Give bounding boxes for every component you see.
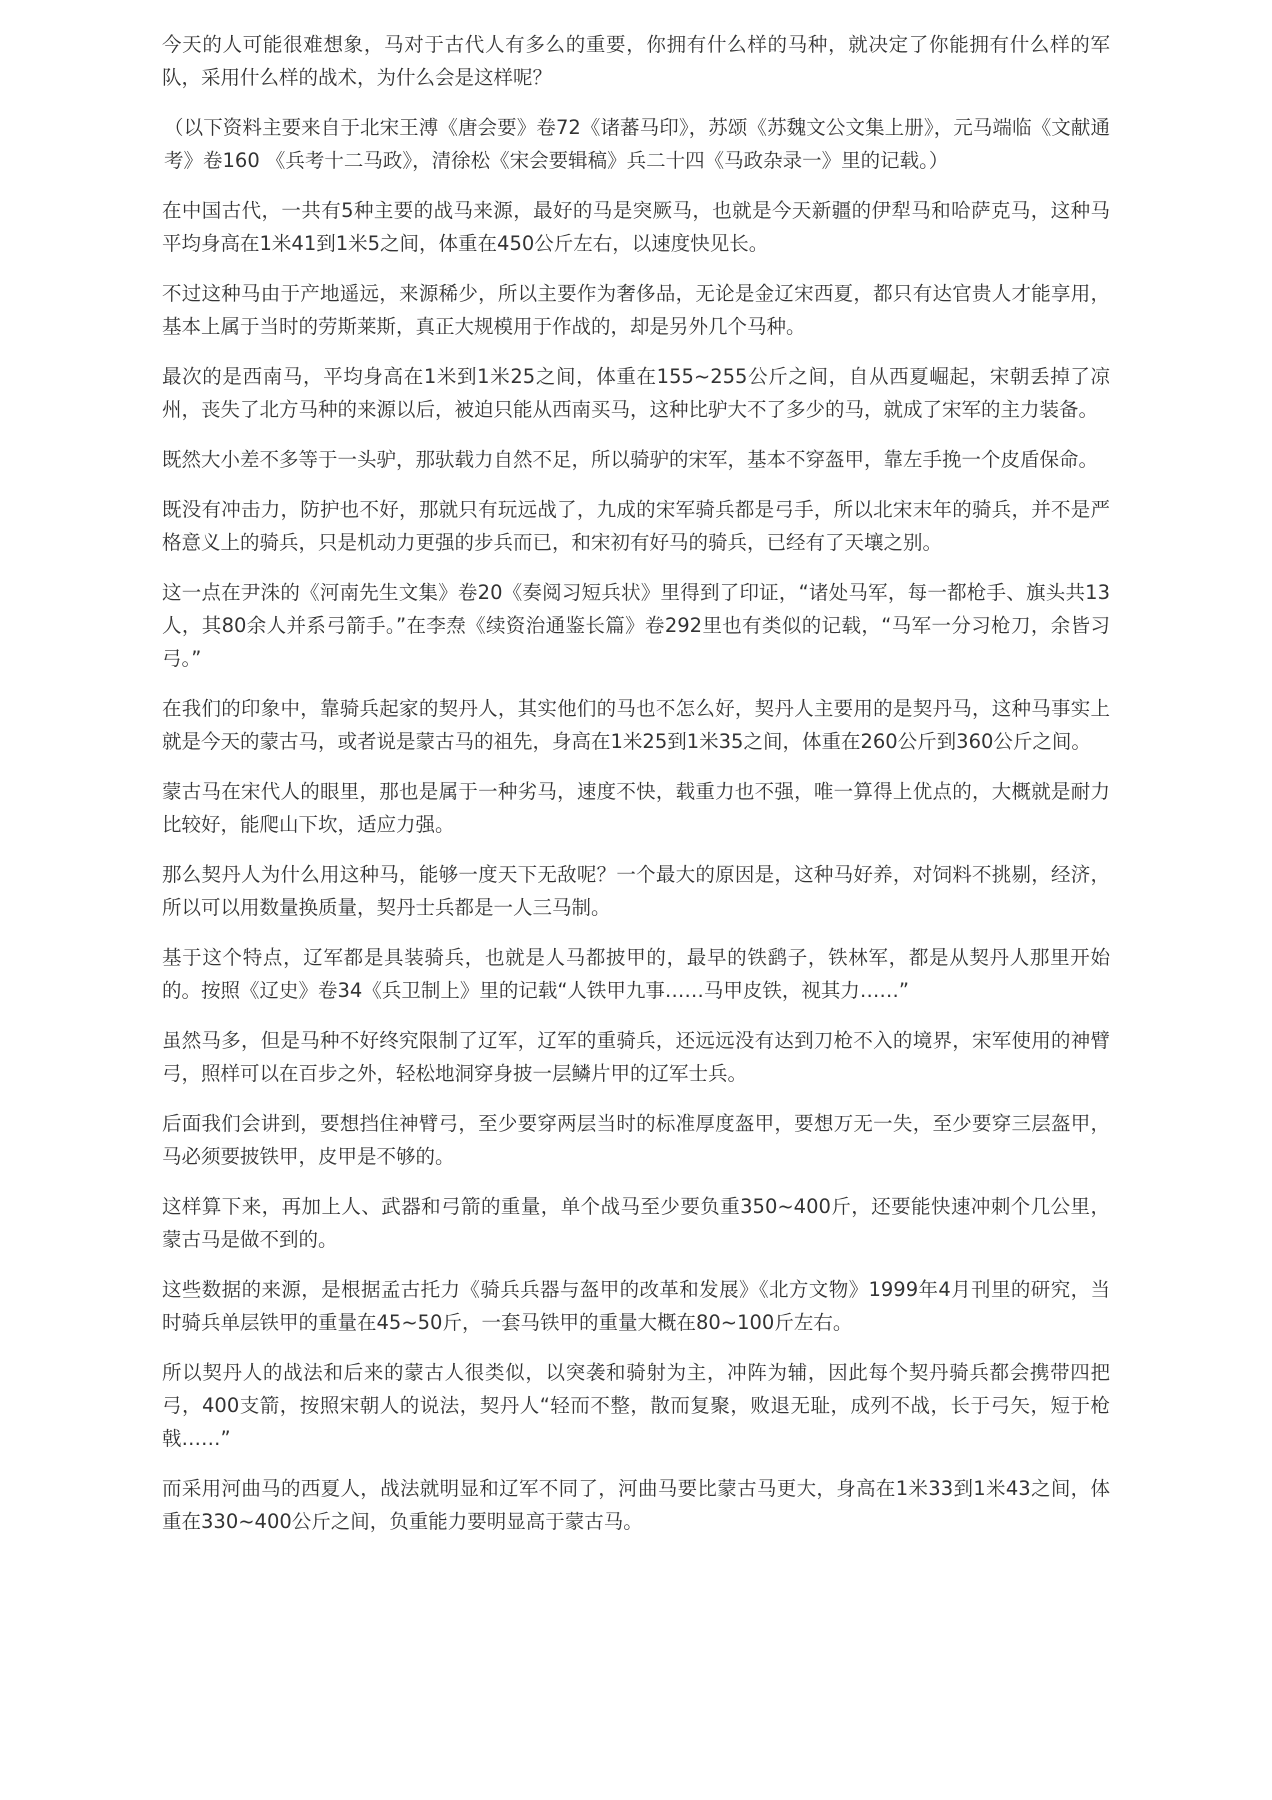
paragraph-khitan-horse: 在我们的印象中，靠骑兵起家的契丹人，其实他们的马也不怎么好，契丹人主要用的是契丹马，这种马事实上就是今天的蒙古马，或者说是蒙古马的祖先，身高在1米25到1米35之间，体重在260公斤到360公斤之间。: [162, 697, 1110, 753]
paragraph-armor-layers: 后面我们会讲到，要想挡住神臂弓，至少要穿两层当时的标准厚度盔甲，要想万无一失，至少要穿三层盔甲，马必须要披铁甲，皮甲是不够的。: [162, 1112, 1110, 1168]
paragraph-xixia-horse: 而采用河曲马的西夏人，战法就明显和辽军不同了，河曲马要比蒙古马更大，身高在1米33到1米43之间，体重在330~400公斤之间，负重能力要明显高于蒙古马。: [162, 1477, 1110, 1533]
paragraph-intro: 今天的人可能很难想象，马对于古代人有多么的重要，你拥有什么样的马种，就决定了你能拥有什么样的军队，采用什么样的战术，为什么会是这样呢？: [162, 33, 1110, 89]
paragraph-limits: 虽然马多，但是马种不好终究限制了辽军，辽军的重骑兵，还远远没有达到刀枪不入的境界，宋军使用的神臂弓，照样可以在百步之外，轻松地洞穿身披一层鳞片甲的辽军士兵。: [162, 1029, 1110, 1085]
paragraph-turkic-horse: 在中国古代，一共有5种主要的战马来源，最好的马是突厥马，也就是今天新疆的伊犁马和哈萨克马，这种马平均身高在1米41到1米5之间，体重在450公斤左右，以速度快见长。: [162, 199, 1110, 255]
paragraph-luxury: 不过这种马由于产地遥远，来源稀少，所以主要作为奢侈品，无论是金辽宋西夏，都只有达官贵人才能享用，基本上属于当时的劳斯莱斯，真正大规模用于作战的，却是另外几个马种。: [162, 282, 1110, 338]
paragraph-mongol-horse: 蒙古马在宋代人的眼里，那也是属于一种劣马，速度不快，载重力也不强，唯一算得上优点的，大概就是耐力比较好，能爬山下坎，适应力强。: [162, 780, 1110, 836]
paragraph-armored-cavalry: 基于这个特点，辽军都是具装骑兵，也就是人马都披甲的，最早的铁鹞子，铁林军，都是从契丹人那里开始的。按照《辽史》卷34《兵卫制上》里的记载“人铁甲九事……马甲皮铁，视其力……”: [162, 946, 1110, 1002]
paragraph-donkey-size: 既然大小差不多等于一头驴，那驮载力自然不足，所以骑驴的宋军，基本不穿盔甲，靠左手挽一个皮盾保命。: [162, 448, 1099, 471]
paragraph-sources-note: （以下资料主要来自于北宋王溥《唐会要》卷72《诸蕃马印》，苏颂《苏魏文公文集上册》，元马端临《文献通考》卷160 《兵考十二马政》，清徐松《宋会要辑稿》兵二十四《马政杂录一》里的记载。）: [164, 116, 1110, 172]
paragraph-ranged-combat: 既没有冲击力，防护也不好，那就只有玩远战了，九成的宋军骑兵都是弓手，所以北宋末年的骑兵，并不是严格意义上的骑兵，只是机动力更强的步兵而已，和宋初有好马的骑兵，已经有了天壤之别。: [162, 498, 1110, 554]
paragraph-khitan-reason: 那么契丹人为什么用这种马，能够一度天下无敌呢？一个最大的原因是，这种马好养，对饲料不挑剔，经济，所以可以用数量换质量，契丹士兵都是一人三马制。: [162, 863, 1110, 919]
paragraph-data-source: 这些数据的来源，是根据孟古托力《骑兵兵器与盔甲的改革和发展》《北方文物》1999年4月刊里的研究，当时骑兵单层铁甲的重量在45~50斤，一套马铁甲的重量大概在80~100斤左右。: [162, 1278, 1110, 1334]
paragraph-southwest-horse: 最次的是西南马，平均身高在1米到1米25之间，体重在155~255公斤之间，自从西夏崛起，宋朝丢掉了凉州，丧失了北方马种的来源以后，被迫只能从西南买马，这种比驴大不了多少的马，就成了宋军的主力装备。: [162, 365, 1110, 421]
paragraph-evidence: 这一点在尹洙的《河南先生文集》卷20《奏阅习短兵状》里得到了印证，“诸处马军，每一都枪手、旗头共13人，其80余人并系弓箭手。”在李焘《续资治通鉴长篇》卷292里也有类似的记载，“马军一分习枪刀，余皆习弓。”: [162, 581, 1110, 670]
paragraph-load-weight: 这样算下来，再加上人、武器和弓箭的重量，单个战马至少要负重350~400斤，还要能快速冲刺个几公里，蒙古马是做不到的。: [162, 1195, 1110, 1251]
article-body: [162, 28, 1110, 1555]
paragraph-khitan-tactics: 所以契丹人的战法和后来的蒙古人很类似，以突袭和骑射为主，冲阵为辅，因此每个契丹骑兵都会携带四把弓，400支箭，按照宋朝人的说法，契丹人“轻而不整，散而复聚，败退无耻，成列不战，长于弓矢，短于枪戟……”: [162, 1361, 1110, 1450]
